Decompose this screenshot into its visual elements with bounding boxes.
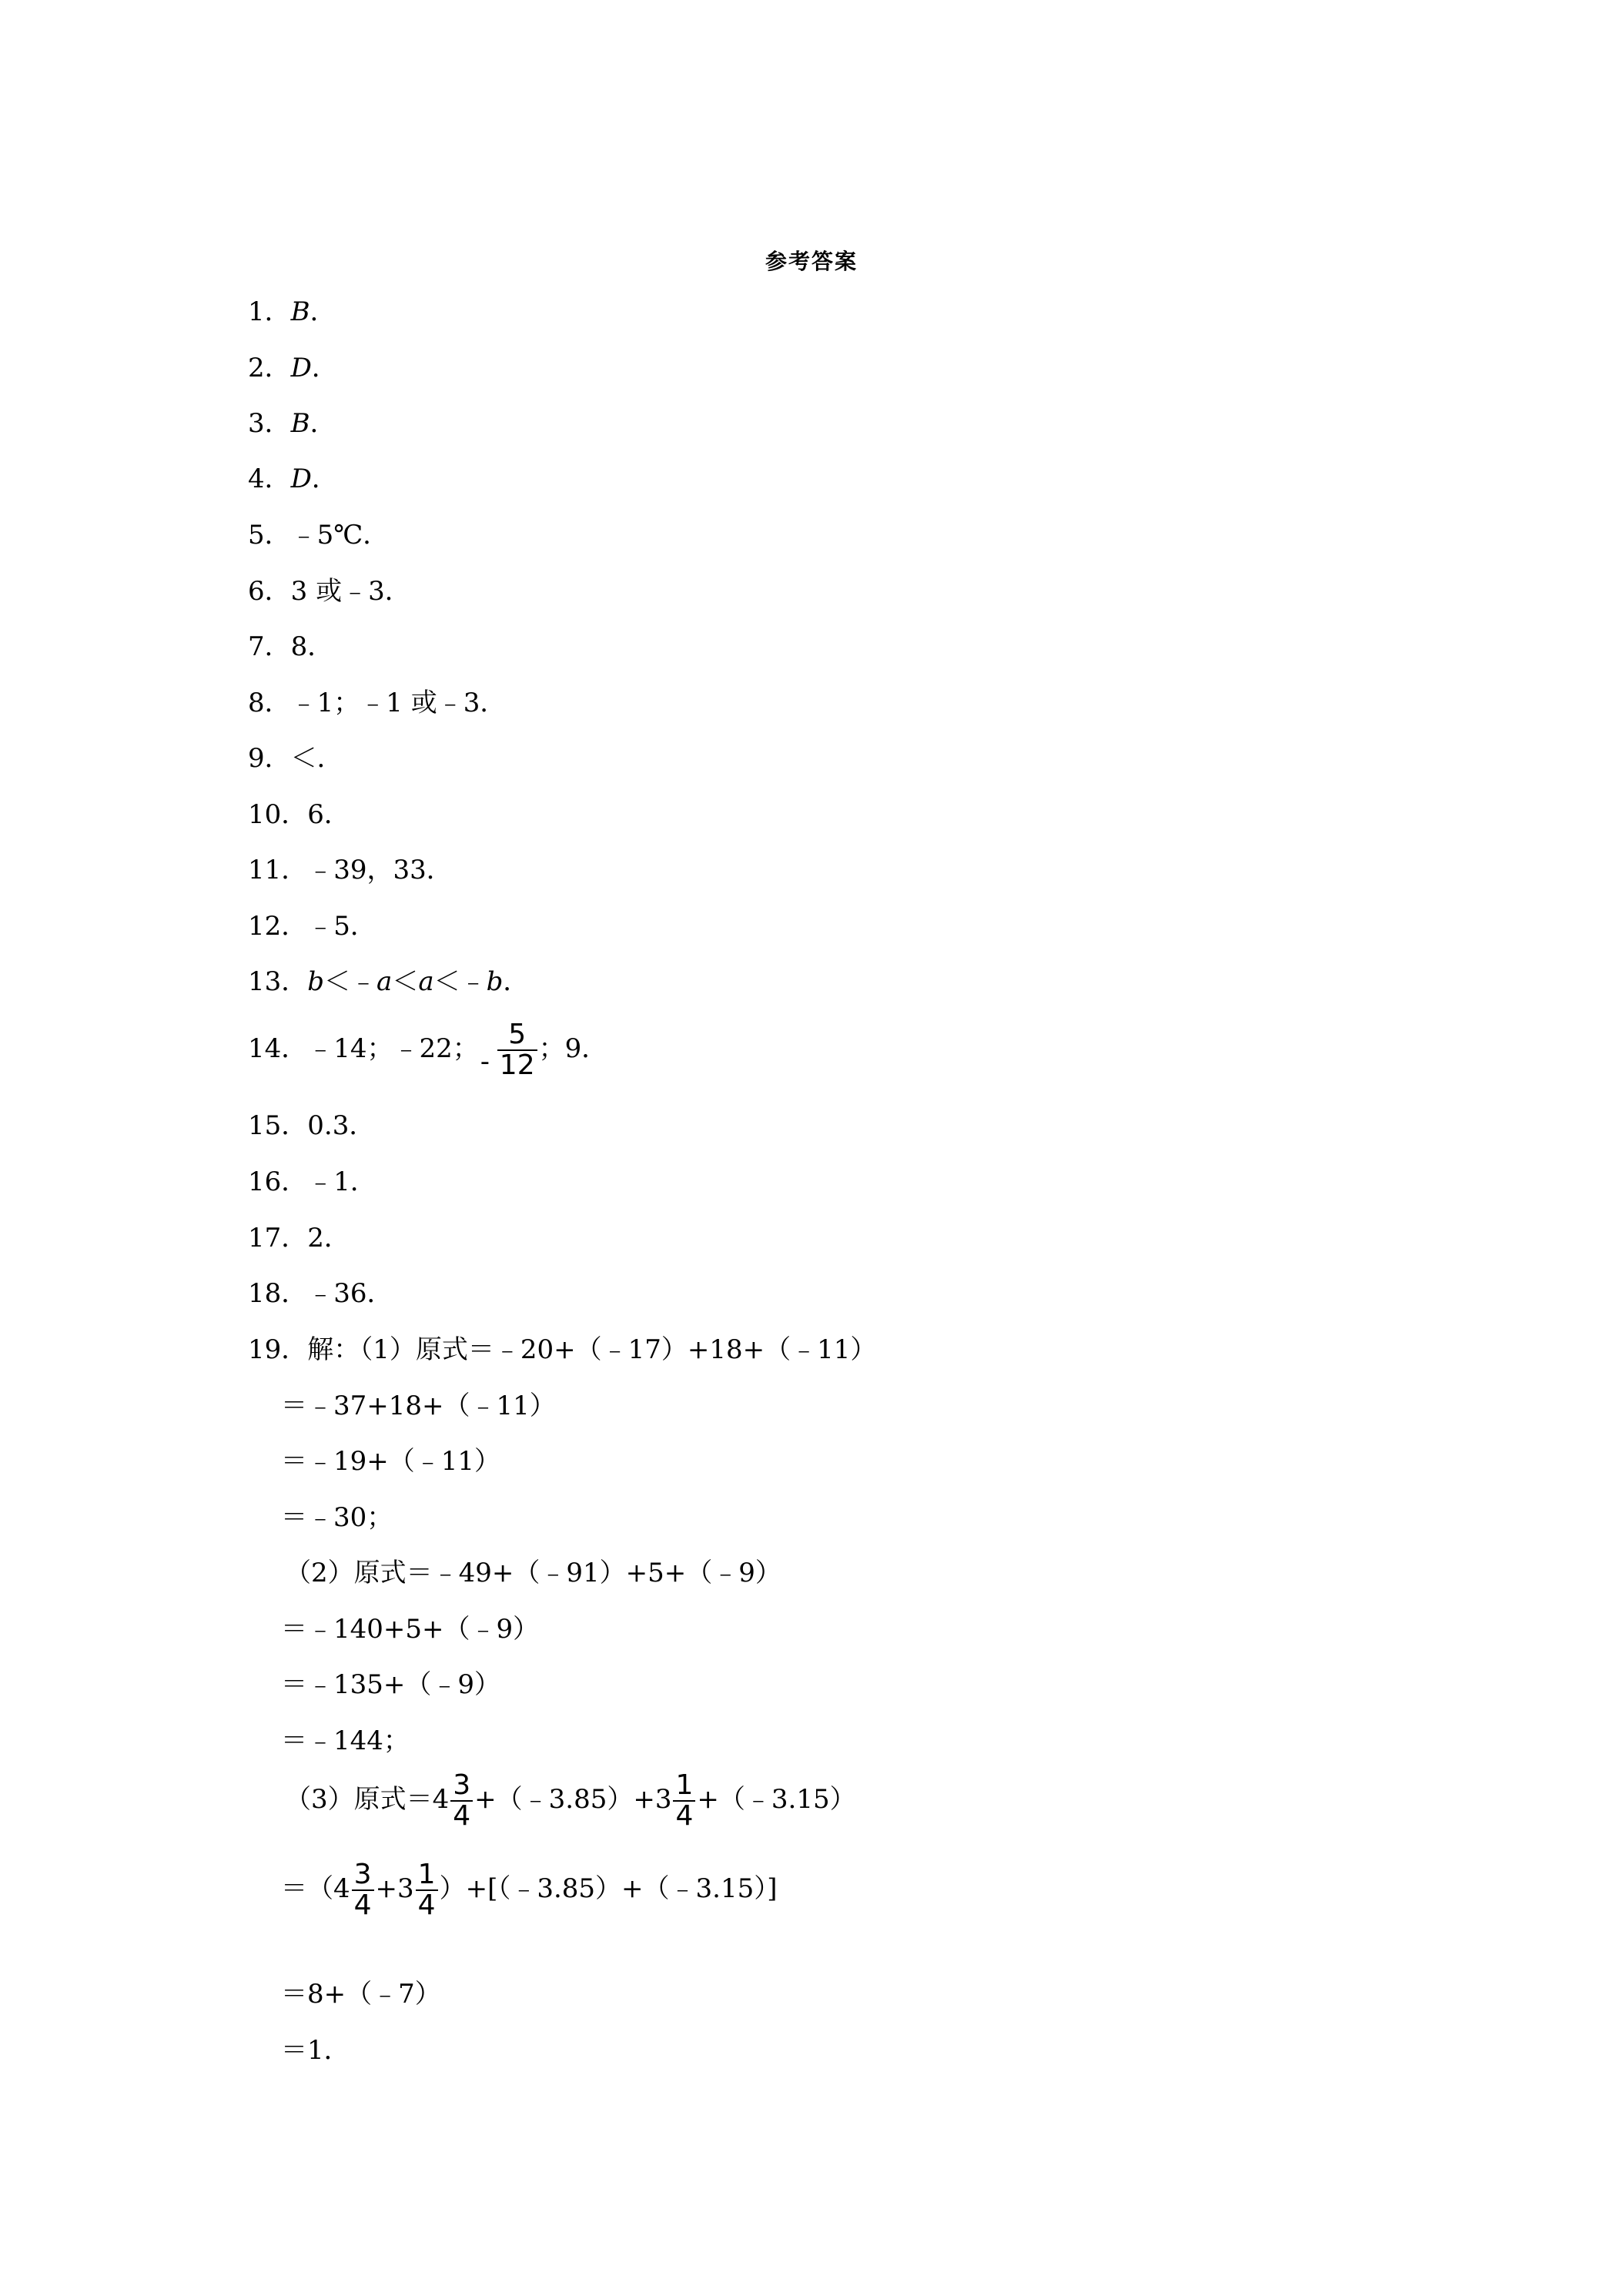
answer-6 xyxy=(248,576,411,607)
q19-part3-head xyxy=(285,1771,856,1831)
q19-step xyxy=(281,1860,778,1920)
q19-step: ＝﹣19+（﹣11） xyxy=(281,1446,501,1477)
fraction xyxy=(416,1860,438,1920)
page-title: 参考答案 xyxy=(765,249,858,274)
answer-number: 3． xyxy=(248,408,291,439)
answer-text: ＜． xyxy=(290,743,343,774)
answer-11 xyxy=(248,855,453,885)
variable-a: a xyxy=(418,966,434,997)
answer-5 xyxy=(248,520,389,551)
q19-step: ＝﹣144； xyxy=(281,1725,410,1756)
answer-16 xyxy=(248,1166,376,1197)
answer-9 xyxy=(248,743,343,774)
q19-step: ＝﹣135+（﹣9） xyxy=(281,1669,501,1700)
answer-number: 8． xyxy=(248,688,291,718)
answer-text: 8． xyxy=(290,631,334,662)
answer-number: 11． xyxy=(248,855,308,885)
fraction-denominator: 4 xyxy=(353,1889,372,1921)
answer-14 xyxy=(248,1020,607,1080)
answer-tail: ． xyxy=(503,966,530,997)
answer-number: 15． xyxy=(248,1110,308,1141)
q19-step: ＝1． xyxy=(281,2035,350,2066)
expr-text: +（﹣3.15） xyxy=(697,1784,856,1815)
fraction xyxy=(480,1020,537,1080)
answer-18 xyxy=(248,1278,393,1309)
answer-text: ﹣1；﹣1 或﹣3． xyxy=(290,688,507,718)
fraction-numerator: 1 xyxy=(417,1859,436,1890)
fraction-denominator: 4 xyxy=(453,1800,471,1832)
expr-text: +（﹣3.85）+3 xyxy=(474,1784,672,1815)
fraction-numerator: 3 xyxy=(353,1859,372,1890)
answer-number: 12． xyxy=(248,911,308,942)
answer-number: 14． xyxy=(248,1033,308,1064)
answer-text: ﹣5℃． xyxy=(290,520,390,551)
fraction-denominator: 4 xyxy=(417,1889,436,1921)
answer-number: 9． xyxy=(248,743,291,774)
answer-number: 5． xyxy=(248,520,291,551)
answer-12 xyxy=(248,911,376,942)
expr-text: +3 xyxy=(375,1873,414,1904)
answer-1 xyxy=(248,296,336,327)
answer-number: 1． xyxy=(248,296,291,327)
answer-text: 0.3． xyxy=(307,1110,376,1141)
operator: ＜ xyxy=(392,966,419,997)
fraction xyxy=(673,1771,695,1831)
operator: ＜﹣ xyxy=(433,966,487,997)
answer-number: 4． xyxy=(248,464,291,494)
answer-tail: ． xyxy=(310,408,336,439)
answer-number: 18． xyxy=(248,1278,308,1309)
variable-b: b xyxy=(486,966,504,997)
answer-tail: ． xyxy=(311,464,338,494)
answer-text: ﹣5． xyxy=(307,911,376,942)
minus-sign: - xyxy=(480,1046,490,1077)
fraction-numerator: 3 xyxy=(453,1769,471,1801)
answer-text: B xyxy=(290,408,310,439)
q19-step: ＝﹣140+5+（﹣9） xyxy=(281,1614,540,1645)
answer-8 xyxy=(248,688,506,718)
answer-number: 13． xyxy=(248,966,308,997)
q19-step: ＝﹣30； xyxy=(281,1502,393,1533)
answer-text: ﹣39，33． xyxy=(307,855,453,885)
answer-13 xyxy=(248,966,529,997)
answer-text: ；9． xyxy=(538,1033,608,1064)
q19-head: 19．解：（1）原式＝﹣20+（﹣17）+18+（﹣11） xyxy=(248,1334,877,1365)
expr-text: （3）原式＝4 xyxy=(285,1784,450,1815)
answer-7 xyxy=(248,631,333,662)
answer-text: ﹣1． xyxy=(307,1166,376,1197)
answer-3 xyxy=(248,408,336,439)
fraction-numerator: 5 xyxy=(508,1019,527,1050)
variable-a: a xyxy=(376,966,393,997)
answer-text: 3 或﹣3． xyxy=(290,576,411,607)
answer-tail: ． xyxy=(310,296,336,327)
fraction-denominator: 4 xyxy=(675,1800,694,1832)
fraction xyxy=(450,1771,473,1831)
answer-number: 2． xyxy=(248,353,291,383)
answer-text: D xyxy=(290,464,312,494)
expr-text: ）+[（﹣3.85）+（﹣3.15）] xyxy=(439,1873,778,1904)
answer-number: 7． xyxy=(248,631,291,662)
operator: ＜﹣ xyxy=(324,966,377,997)
answer-15 xyxy=(248,1110,375,1141)
answer-tail: ． xyxy=(311,353,338,383)
answer-text: ﹣36． xyxy=(307,1278,393,1309)
q19-part2-head: （2）原式＝﹣49+（﹣91）+5+（﹣9） xyxy=(285,1558,781,1588)
answer-text: 2． xyxy=(307,1223,350,1253)
answer-number: 10． xyxy=(248,799,308,830)
answer-2 xyxy=(248,353,338,383)
answer-text: ﹣14；﹣22； xyxy=(307,1033,479,1064)
answer-number: 16． xyxy=(248,1166,308,1197)
fraction xyxy=(352,1860,374,1920)
expr-text: ＝（4 xyxy=(281,1873,350,1904)
q19-step: ＝﹣37+18+（﹣11） xyxy=(281,1391,556,1421)
answer-text: 6． xyxy=(307,799,350,830)
fraction-denominator: 12 xyxy=(499,1049,535,1081)
answer-17 xyxy=(248,1223,350,1253)
answer-number: 6． xyxy=(248,576,291,607)
answer-number: 17． xyxy=(248,1223,308,1253)
q19-step: ＝8+（﹣7） xyxy=(281,1979,441,2010)
answer-text: B xyxy=(290,296,310,327)
answer-4 xyxy=(248,464,338,494)
answer-10 xyxy=(248,799,350,830)
variable-b: b xyxy=(307,966,325,997)
fraction-numerator: 1 xyxy=(675,1769,694,1801)
answer-text: D xyxy=(290,353,312,383)
